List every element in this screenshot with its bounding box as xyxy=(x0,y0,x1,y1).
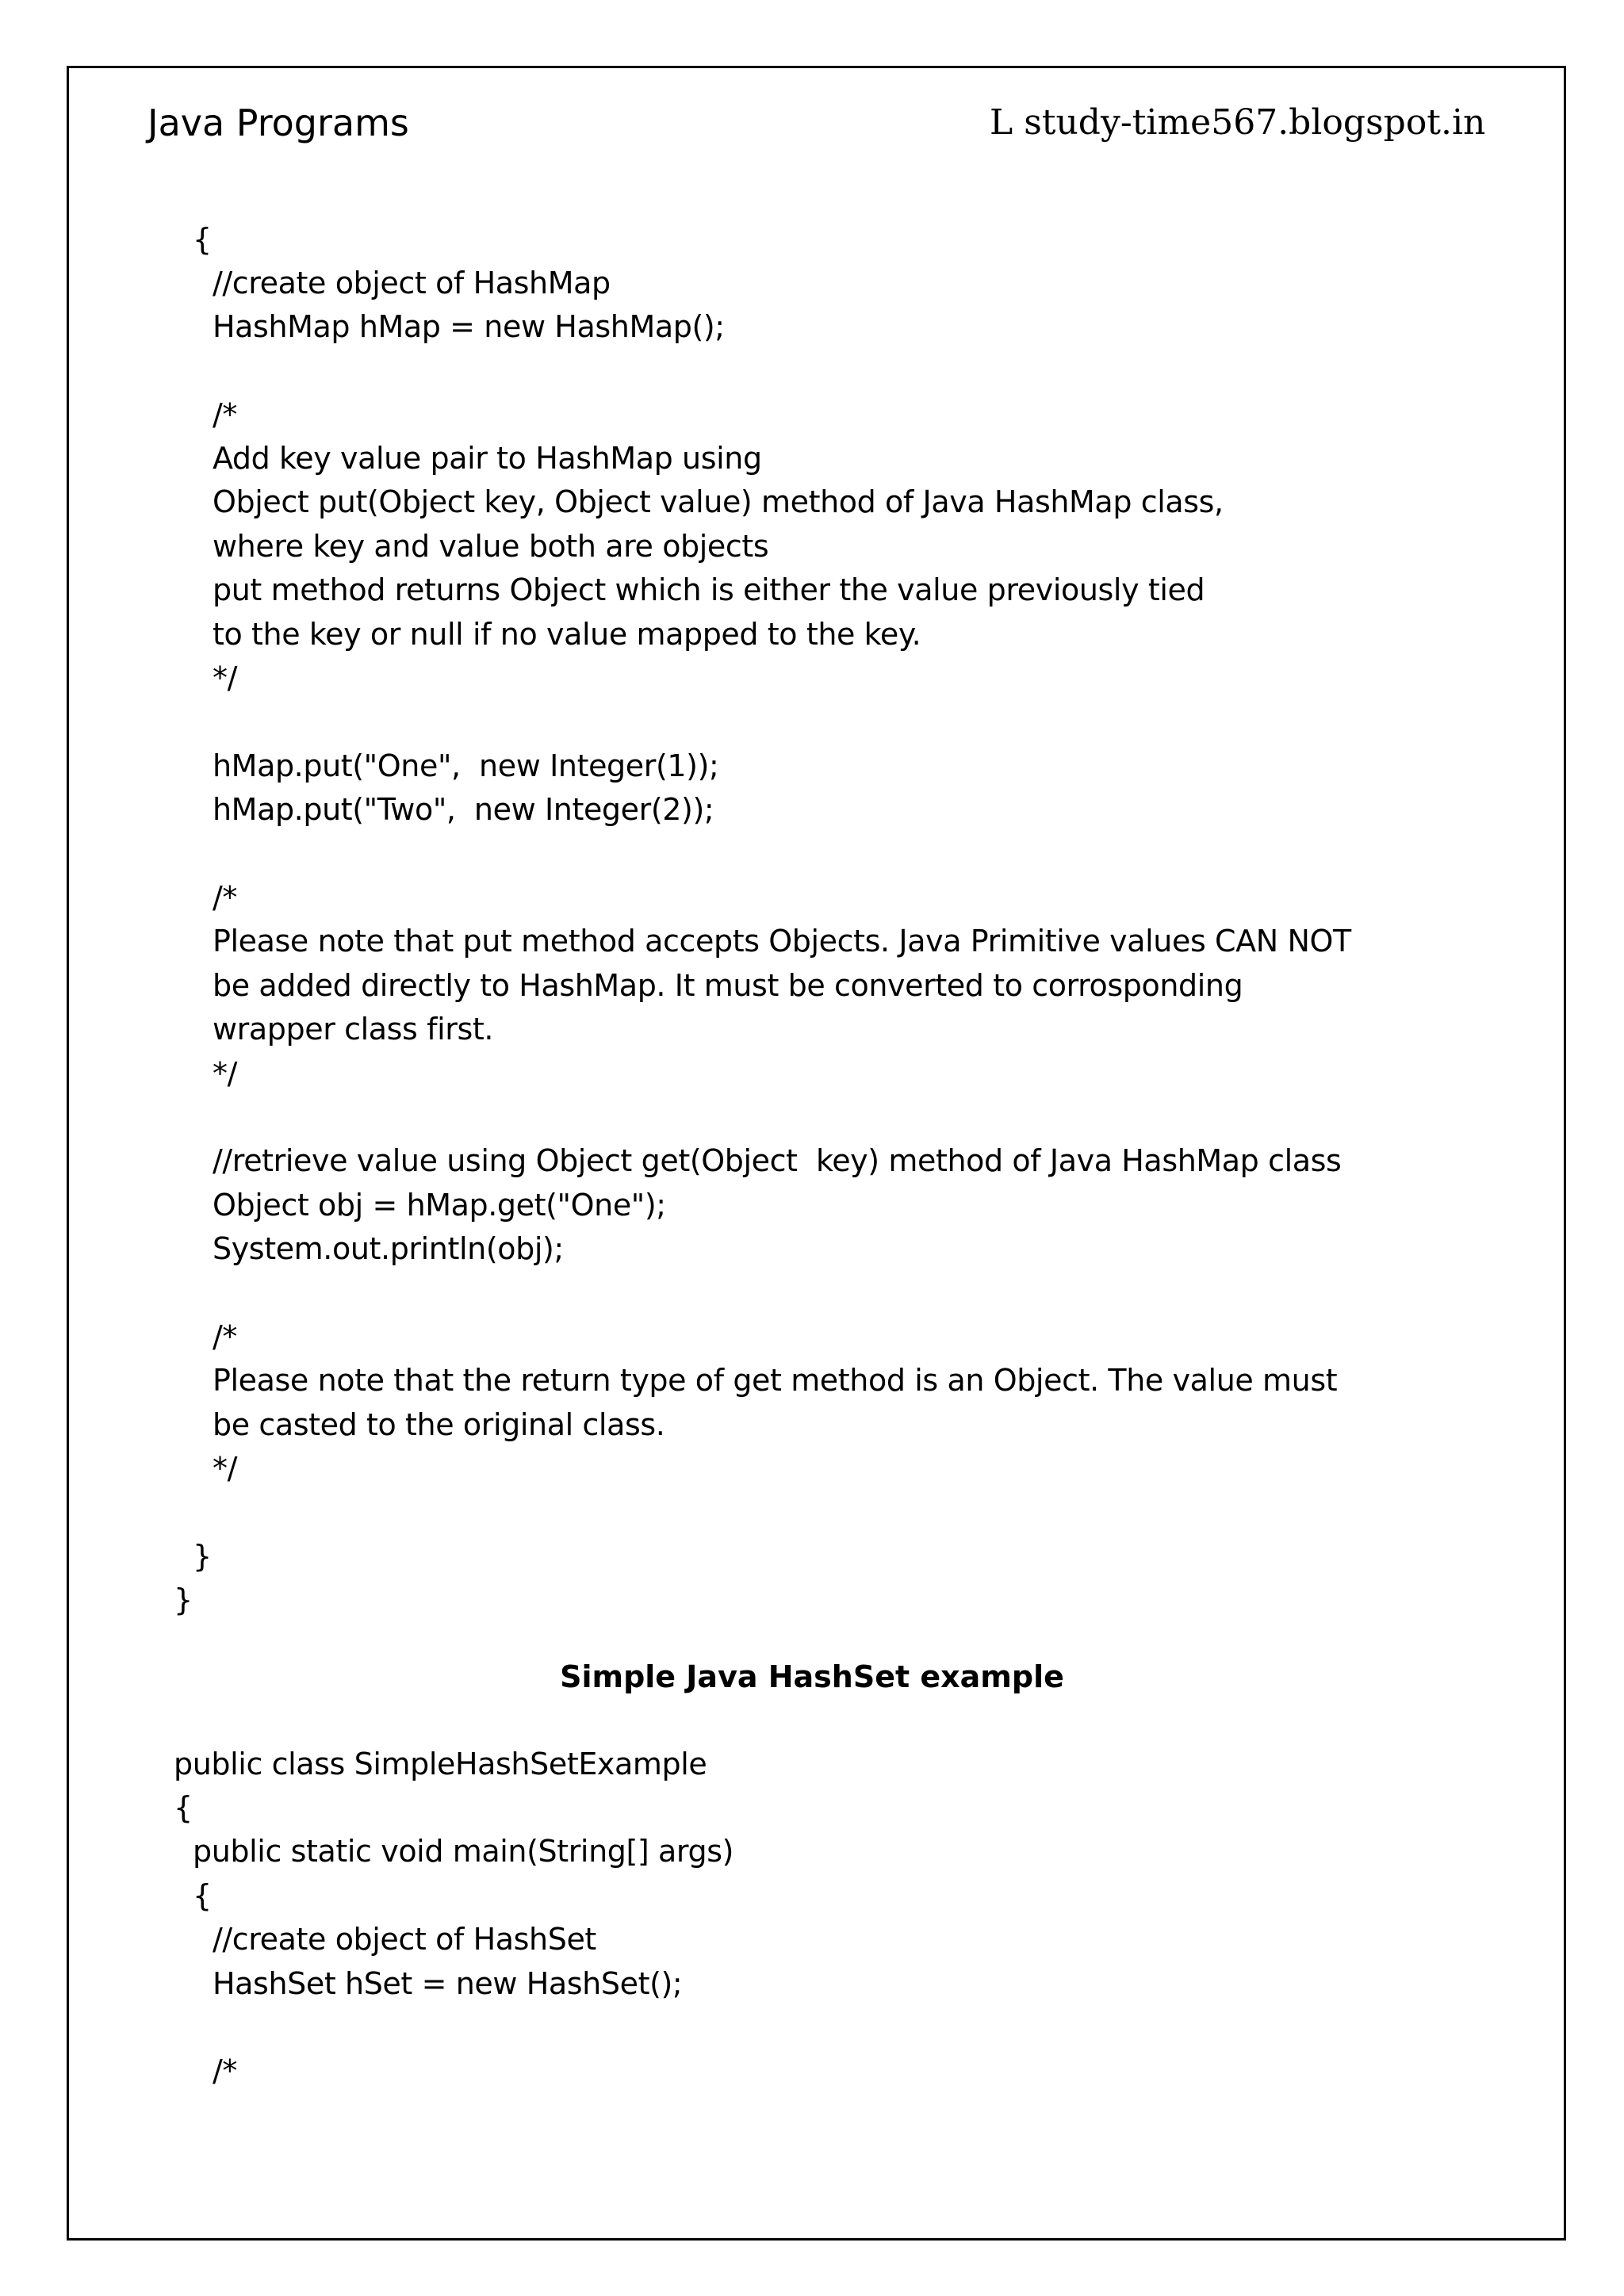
code-line: { xyxy=(193,1878,212,1913)
code-line: /* xyxy=(213,880,238,915)
site-url: L study-time567.blogspot.in xyxy=(990,102,1486,143)
code-line: } xyxy=(174,1582,193,1617)
code-line: } xyxy=(193,1539,212,1574)
code-line: */ xyxy=(213,1056,238,1091)
code-line: //retrieve value using Object get(Object key) method of Java HashMap class xyxy=(213,1143,1342,1178)
code-line: //create object of HashMap xyxy=(213,266,611,300)
code-line: hMap.put("One", new Integer(1)); xyxy=(213,748,719,783)
code-line: Object put(Object key, Object value) method of Java HashMap class, xyxy=(213,484,1224,519)
code-line: where key and value both are objects xyxy=(213,529,769,564)
code-line: public static void main(String[] args) xyxy=(193,1834,734,1869)
code-line: Please note that put method accepts Objects. Java Primitive values CAN NOT xyxy=(213,924,1351,959)
code-line: be added directly to HashMap. It must be converted to corrosponding xyxy=(213,968,1243,1003)
code-line: public class SimpleHashSetExample xyxy=(174,1747,707,1781)
code-line: Please note that the return type of get method is an Object. The value must xyxy=(213,1363,1338,1398)
code-line: hMap.put("Two", new Integer(2)); xyxy=(213,792,714,827)
code-line: */ xyxy=(213,660,238,695)
document-title: Java Programs xyxy=(147,101,409,144)
code-line: { xyxy=(193,222,212,257)
section-heading: Simple Java HashSet example xyxy=(560,1659,1064,1694)
code-line: */ xyxy=(213,1451,238,1486)
code-line: to the key or null if no value mapped to the key. xyxy=(213,617,921,652)
code-line: put method returns Object which is either the value previously tied xyxy=(213,572,1205,607)
code-line: { xyxy=(174,1790,193,1825)
code-line: HashSet hSet = new HashSet(); xyxy=(213,1966,683,2001)
code-line: wrapper class first. xyxy=(213,1012,494,1047)
code-line: /* xyxy=(213,1319,238,1354)
code-line: HashMap hMap = new HashMap(); xyxy=(213,309,725,344)
code-line: be casted to the original class. xyxy=(213,1407,665,1442)
code-line: Add key value pair to HashMap using xyxy=(213,441,762,476)
code-line: /* xyxy=(213,2053,238,2088)
code-line: //create object of HashSet xyxy=(213,1922,596,1957)
code-line: Object obj = hMap.get("One"); xyxy=(213,1188,666,1223)
code-line: System.out.println(obj); xyxy=(213,1231,564,1266)
code-line: /* xyxy=(213,397,238,432)
